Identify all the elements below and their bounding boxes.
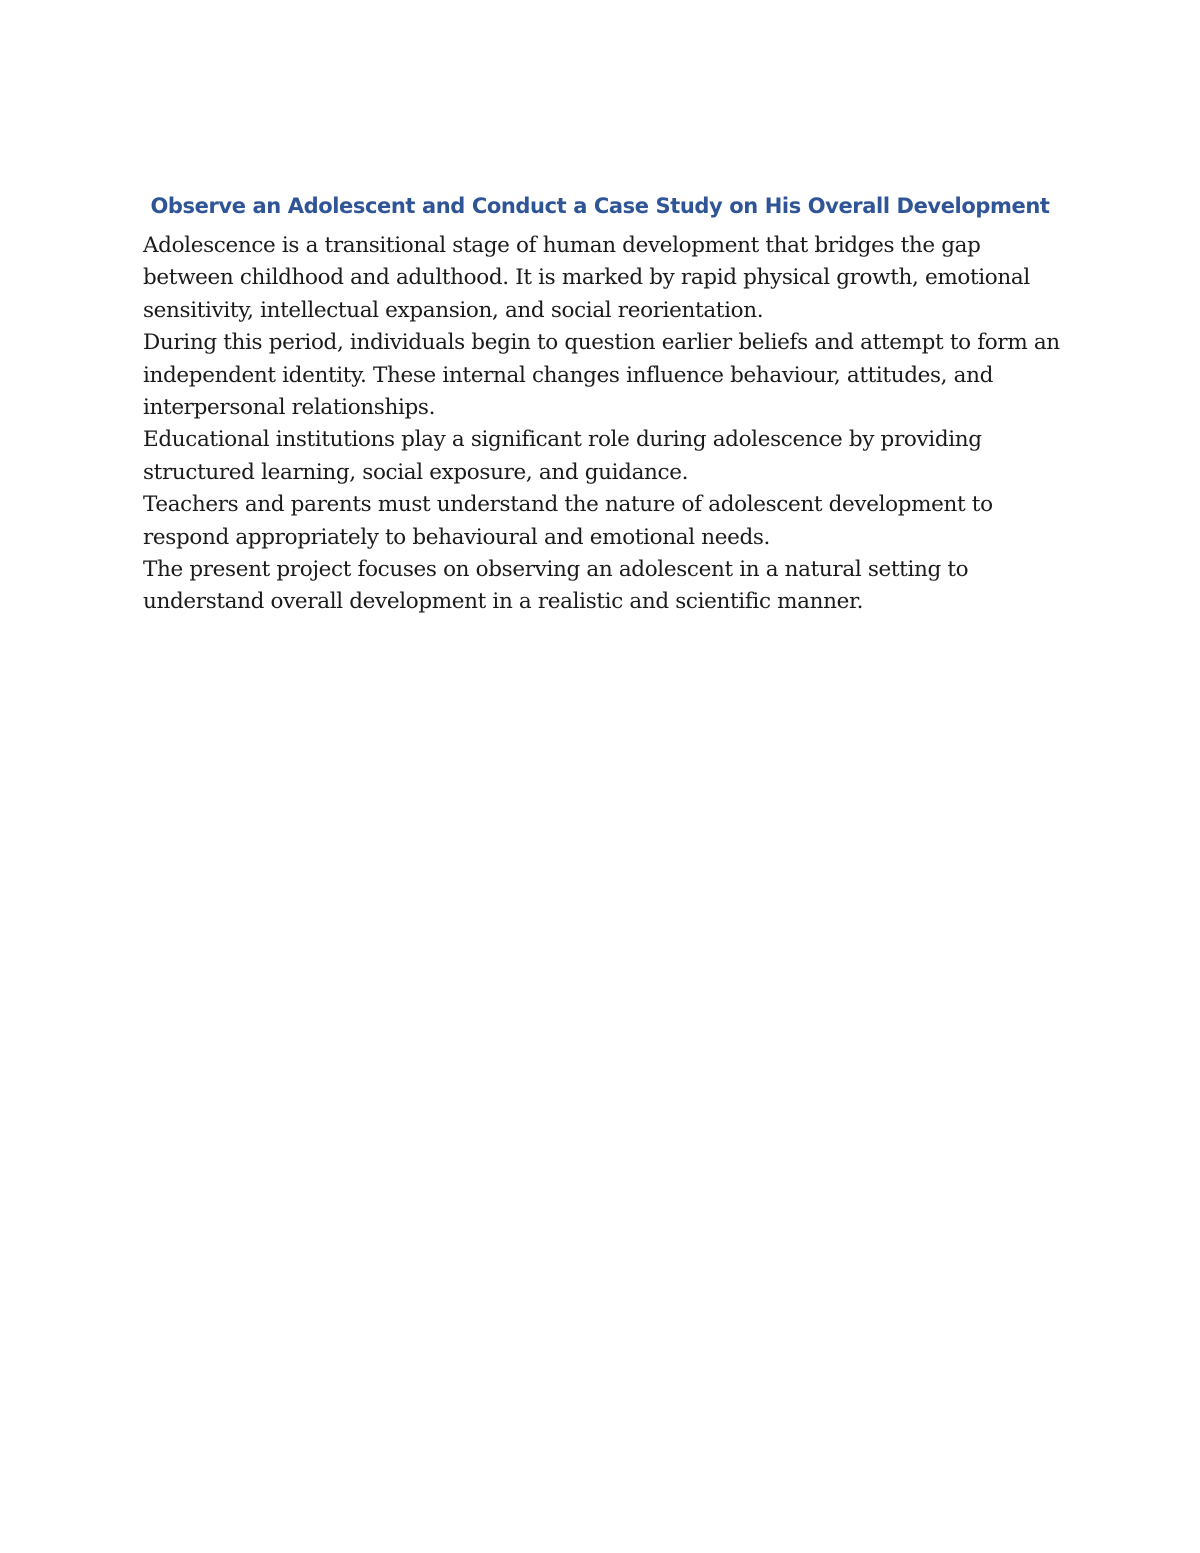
body-paragraph: Educational institutions play a significant role during adolescence by providing structured learning, social exposure, and guidance. xyxy=(143,427,982,485)
body-paragraph: Adolescence is a transitional stage of human development that bridges the gap between childhood and adulthood. It is marked by rapid physical growth, emotional sensitivity, intellectual expansion, and social reorientation. xyxy=(143,233,1030,323)
body-paragraph: The present project focuses on observing an adolescent in a natural setting to understand overall development in a realistic and scientific manner. xyxy=(143,557,969,615)
document-body xyxy=(143,230,1073,619)
body-paragraph: During this period, individuals begin to question earlier beliefs and attempt to form an independent identity. These internal changes influence behaviour, attitudes, and interpersonal relationships. xyxy=(143,330,1060,421)
body-paragraph: Teachers and parents must understand the nature of adolescent development to respond appropriately to behavioural and emotional needs. xyxy=(143,492,993,550)
document-title: Observe an Adolescent and Conduct a Case Study on His Overall Development xyxy=(150,194,1050,218)
